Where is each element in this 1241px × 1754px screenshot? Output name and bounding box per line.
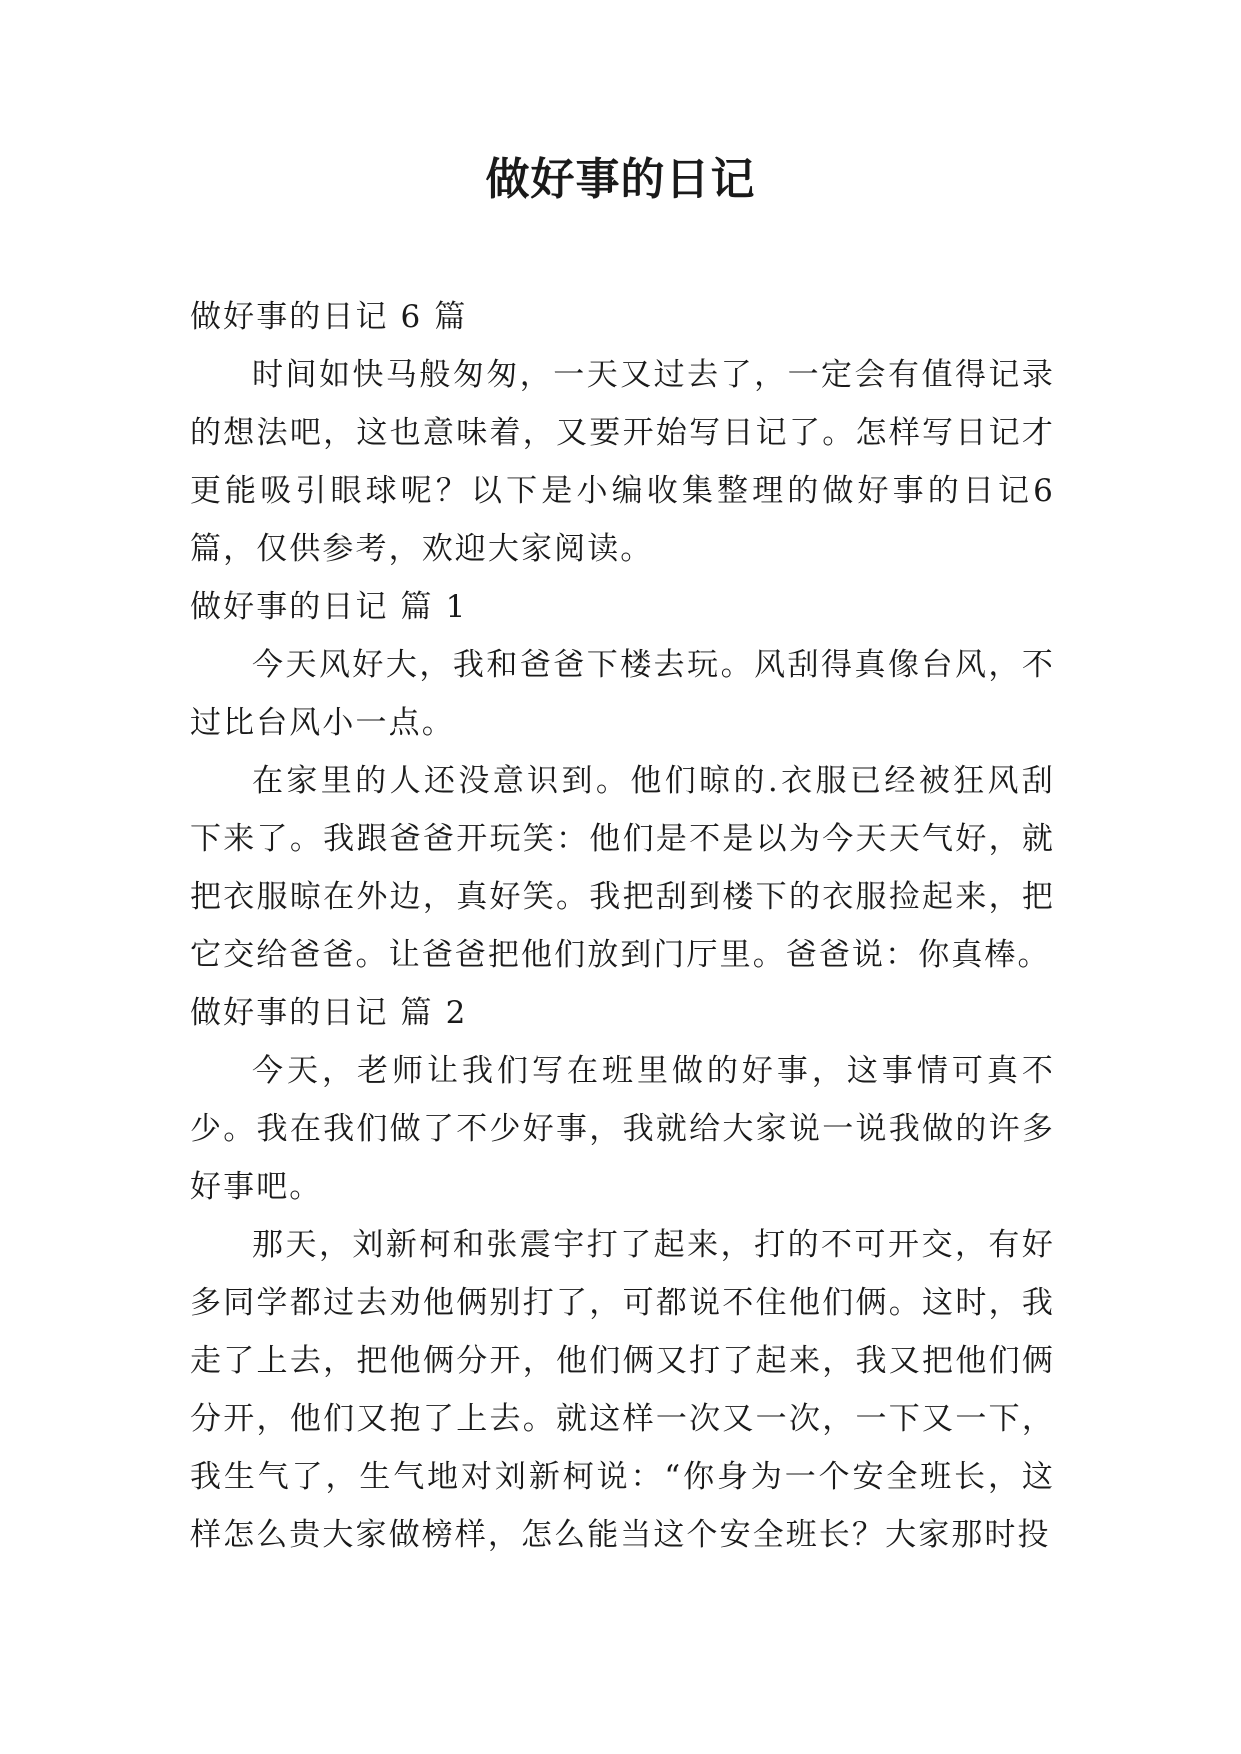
paragraph: 今天，老师让我们写在班里做的好事，这事情可真不少。我在我们做了不少好事，我就给大家说一说我做的许多好事吧。: [190, 1053, 1055, 1205]
section-heading: 做好事的日记 篇 1: [190, 589, 468, 625]
paragraph: 在家里的人还没意识到。他们晾的.衣服已经被狂风刮下来了。我跟爸爸开玩笑：他们是不是以为今天天气好，就把衣服晾在外边，真好笑。我把刮到楼下的衣服捡起来，把它交给爸爸。让爸爸把他们放到门厅里。爸爸说：你真棒。: [190, 763, 1055, 973]
document-title: 做好事的日记: [485, 154, 756, 205]
paragraph: 时间如快马般匆匆，一天又过去了，一定会有值得记录的想法吧，这也意味着，又要开始写日记了。怎样写日记才更能吸引眼球呢？以下是小编收集整理的做好事的日记6篇，仅供参考，欢迎大家阅读。: [190, 357, 1055, 567]
document-body: [190, 288, 1055, 1564]
section-heading: 做好事的日记 6 篇: [190, 299, 468, 335]
paragraph: 今天风好大，我和爸爸下楼去玩。风刮得真像台风，不过比台风小一点。: [190, 647, 1055, 741]
paragraph: 那天，刘新柯和张震宇打了起来，打的不可开交，有好多同学都过去劝他俩别打了，可都说不住他们俩。这时，我走了上去，把他俩分开，他们俩又打了起来，我又把他们俩分开，他们又抱了上去。就这样一次又一次，一下又一下，我生气了，生气地对刘新柯说：“你身为一个安全班长，这样怎么贵大家做榜样，怎么能当这个安全班长？大家那时投: [190, 1227, 1055, 1553]
section-heading: 做好事的日记 篇 2: [190, 995, 468, 1031]
